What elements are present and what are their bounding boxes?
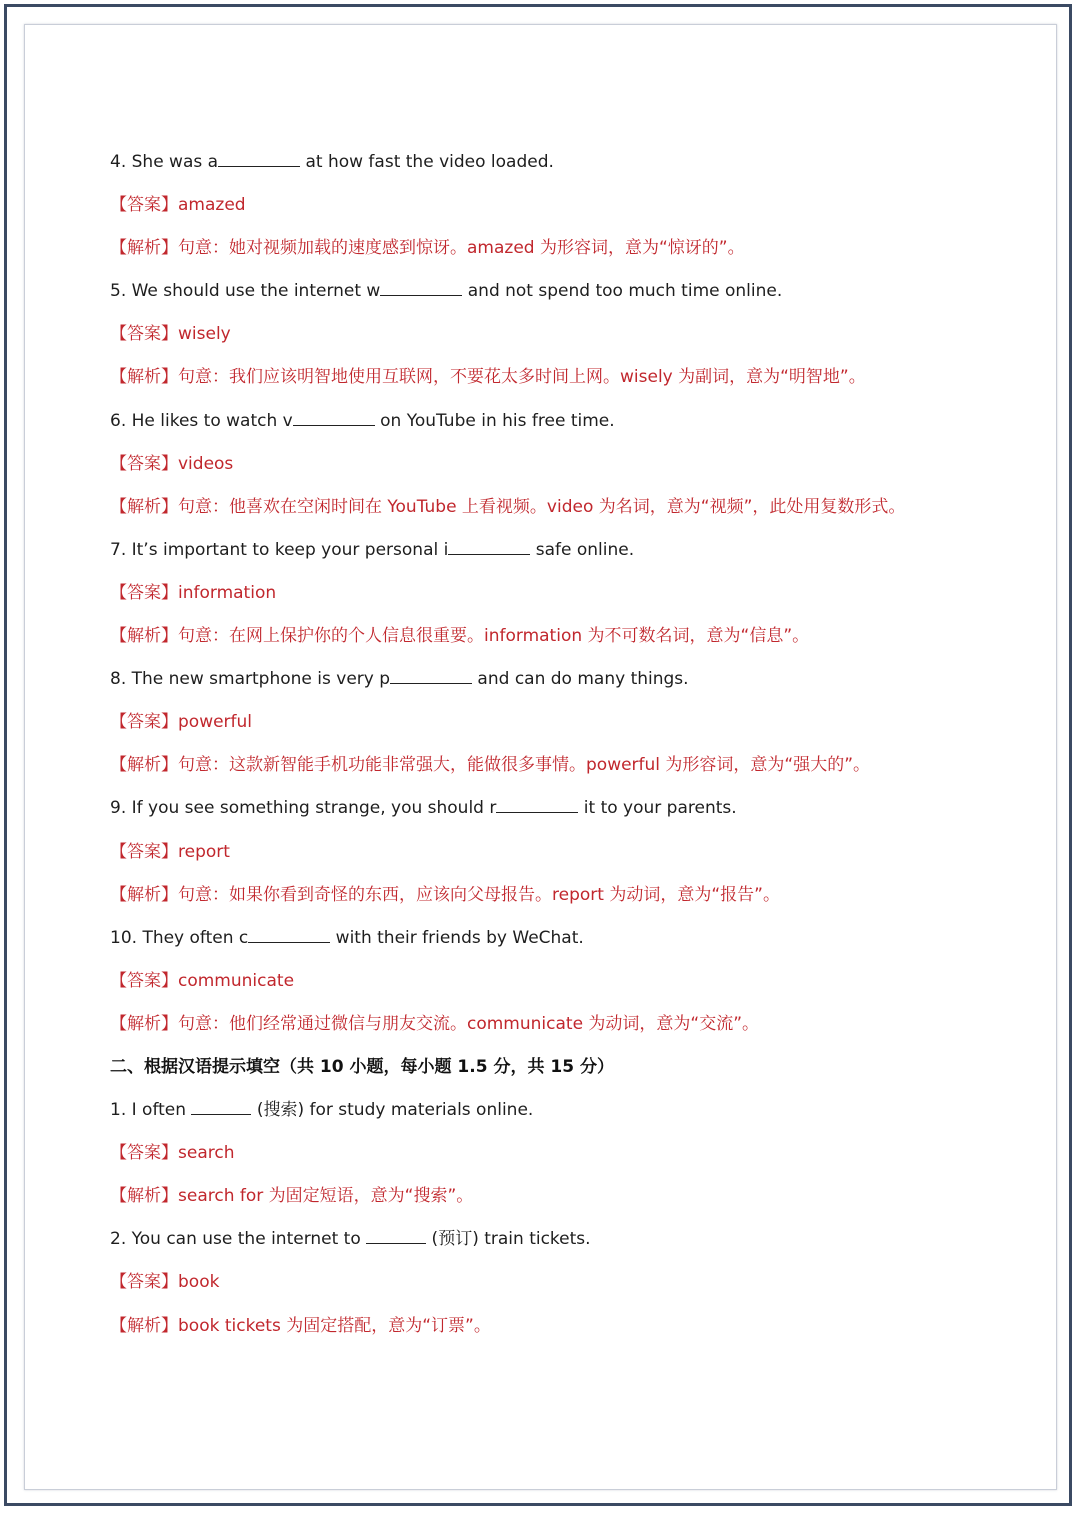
answer-line: 【答案】search [110, 1143, 235, 1164]
question-text: 9. If you see something strange, you should r it to your parents. [110, 792, 1010, 835]
answer-line: 【答案】wisely [110, 324, 231, 345]
question-text: 10. They often c with their friends by WeChat. [110, 922, 1010, 965]
answer-blank [448, 536, 530, 555]
question-text: 5. We should use the internet w and not spend too much time online. [110, 275, 1010, 318]
answer-line: 【答案】communicate [110, 970, 295, 991]
question-text: 8. The new smartphone is very p and can do many things. [110, 663, 1010, 706]
explanation-line: 【解析】句意：如果你看到奇怪的东西，应该向父母报告。report 为动词，意为“报告”。 [110, 884, 780, 905]
question-4 [110, 146, 1010, 275]
answer-blank [380, 277, 462, 296]
question-text: 2. You can use the internet to (预订) train tickets. [110, 1223, 1010, 1266]
question-10 [110, 922, 1010, 1051]
section2-question-2 [110, 1223, 1010, 1352]
explanation-line: 【解析】search for 为固定短语，意为“搜索”。 [110, 1186, 474, 1207]
question-text: 4. She was a at how fast the video loaded. [110, 146, 1010, 189]
explanation-line: 【解析】句意：她对视频加载的速度感到惊讶。amazed 为形容词，意为“惊讶的”。 [110, 238, 745, 259]
explanation-line: 【解析】句意：这款新智能手机功能非常强大，能做很多事情。powerful 为形容词，意为“强大的”。 [110, 755, 871, 776]
answer-line: 【答案】book [110, 1272, 220, 1293]
question-text: 7. It’s important to keep your personal i safe online. [110, 534, 1010, 577]
question-6 [110, 405, 1010, 534]
explanation-line: 【解析】句意：他喜欢在空闲时间在 YouTube 上看视频。video 为名词，意为“视频”，此处用复数形式。 [110, 496, 906, 517]
answer-line: 【答案】report [110, 841, 230, 862]
worksheet-content [110, 146, 1010, 1353]
question-9 [110, 792, 1010, 921]
question-5 [110, 275, 1010, 404]
answer-line: 【答案】powerful [110, 712, 253, 733]
answer-line: 【答案】videos [110, 453, 234, 474]
explanation-line: 【解析】句意：他们经常通过微信与朋友交流。communicate 为动词，意为“交流”。 [110, 1013, 760, 1034]
section2-question-1 [110, 1094, 1010, 1223]
answer-blank [366, 1225, 426, 1244]
explanation-line: 【解析】book tickets 为固定搭配，意为“订票”。 [110, 1315, 491, 1336]
explanation-line: 【解析】句意：在网上保护你的个人信息很重要。information 为不可数名词，意为“信息”。 [110, 626, 810, 647]
answer-line: 【答案】amazed [110, 195, 246, 216]
answer-line: 【答案】information [110, 582, 277, 603]
section-title: 二、根据汉语提示填空（共 10 小题，每小题 1.5 分，共 15 分） [110, 1056, 614, 1077]
answer-blank [248, 924, 330, 943]
answer-blank [496, 794, 578, 813]
explanation-line: 【解析】句意：我们应该明智地使用互联网，不要花太多时间上网。wisely 为副词，意为“明智地”。 [110, 367, 866, 388]
answer-blank [390, 665, 472, 684]
answer-blank [218, 148, 300, 167]
answer-blank [191, 1096, 251, 1115]
answer-blank [293, 407, 375, 426]
question-text: 6. He likes to watch v on YouTube in his free time. [110, 405, 1010, 448]
question-text: 1. I often (搜索) for study materials online. [110, 1094, 1010, 1137]
question-8 [110, 663, 1010, 792]
question-7 [110, 534, 1010, 663]
